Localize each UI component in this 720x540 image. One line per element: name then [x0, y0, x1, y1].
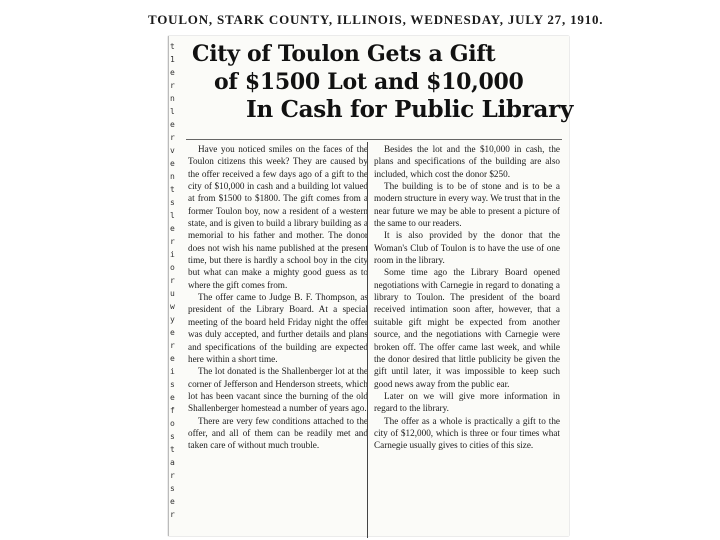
- edge-mark: r: [170, 471, 175, 480]
- newspaper-dateline: TOULON, STARK COUNTY, ILLINOIS, WEDNESDAY, JULY 27, 1910.: [148, 12, 604, 27]
- edge-mark: o: [170, 263, 175, 272]
- edge-mark: i: [170, 250, 175, 259]
- edge-mark: t: [170, 185, 175, 194]
- article-column-right: [374, 143, 560, 452]
- headline-line-1: City of Toulon Gets a Gift: [192, 41, 496, 67]
- edge-mark: e: [170, 159, 175, 168]
- edge-mark: 1: [170, 55, 175, 64]
- paragraph: Later on we will give more information in regard to the library.: [374, 390, 560, 414]
- edge-mark: r: [170, 341, 175, 350]
- edge-mark: l: [170, 107, 175, 116]
- article-column-left: [188, 143, 368, 452]
- edge-mark: e: [170, 497, 175, 506]
- edge-mark: r: [170, 237, 175, 246]
- paragraph: Some time ago the Library Board opened negotiations with Carnegie in regard to donating a library to Toulon. The president of the board received intimation soon after, however, that a suitable gift might be expected from another source, and the negotiations with Carnegie were broken off. The offer came last week, and while the donor desired that little publicity be given the gift until later, it was impossible to keep such good news away from the public ear.: [374, 267, 560, 389]
- clipping-edge-marks: [170, 40, 182, 530]
- headline-line-3: In Cash for Public Library: [246, 96, 574, 123]
- edge-mark: s: [170, 432, 175, 441]
- edge-mark: s: [170, 380, 175, 389]
- edge-mark: e: [170, 328, 175, 337]
- edge-mark: a: [170, 458, 175, 467]
- edge-mark: e: [170, 354, 175, 363]
- edge-mark: u: [170, 289, 175, 298]
- edge-mark: v: [170, 146, 175, 155]
- edge-mark: s: [170, 484, 175, 493]
- edge-mark: t: [170, 445, 175, 454]
- paragraph: The building is to be of stone and is to be a modern structure in every way. We trust that in the near future we may be able to present a picture of the same to our readers.: [374, 181, 560, 229]
- paragraph: There are very few conditions attached to the offer, and all of them can be readily met and taken care of without much trouble.: [188, 415, 368, 451]
- edge-mark: e: [170, 393, 175, 402]
- headline-line-2: of $1500 Lot and $10,000: [214, 69, 524, 95]
- edge-mark: s: [170, 198, 175, 207]
- paragraph: Have you noticed smiles on the faces of the Toulon citizens this week? They are caused by the offer received a few days ago of a gift to the city of $10,000 in cash and a building lot valued at from $1500 to $1800. The gift comes from a former Toulon boy, now a resident of a western state, and is given to build a library building as a memorial to his father and mother. The donor does not wish his name published at the present time, but there is hardly a school boy in the city but what can make a mighty good guess as to where the gift comes from.: [188, 144, 368, 290]
- edge-mark: n: [170, 172, 175, 181]
- edge-mark: i: [170, 367, 175, 376]
- edge-mark: e: [170, 68, 175, 77]
- paragraph: The lot donated is the Shallenberger lot at the corner of Jefferson and Henderson streets, which lot has been vacant since the burning of the old Shallenberger homestead a number of years ago.: [188, 366, 368, 414]
- edge-mark: o: [170, 419, 175, 428]
- headline-rule: [186, 139, 562, 140]
- paragraph: The offer as a whole is practically a gift to the city of $12,000, which is three or four times what Carnegie usually gives to cities of this size.: [374, 415, 560, 451]
- edge-mark: t: [170, 42, 175, 51]
- paragraph: Besides the lot and the $10,000 in cash, the plans and specifications of the building are also included, which cost the donor $250.: [374, 144, 560, 179]
- edge-mark: r: [170, 133, 175, 142]
- article-headline: [188, 40, 574, 124]
- edge-mark: w: [170, 302, 175, 311]
- edge-mark: r: [170, 81, 175, 90]
- column-divider: [367, 142, 368, 538]
- edge-mark: r: [170, 510, 175, 519]
- edge-mark: y: [170, 315, 175, 324]
- edge-mark: l: [170, 211, 175, 220]
- paragraph: The offer came to Judge B. F. Thompson, as president of the Library Board. At a special meeting of the board held Friday night the offer was duly accepted, and further details and plans and specifications of the building are expected here within a short time.: [188, 292, 368, 364]
- edge-mark: n: [170, 94, 175, 103]
- edge-mark: e: [170, 120, 175, 129]
- edge-mark: r: [170, 276, 175, 285]
- paragraph: It is also provided by the donor that the Woman's Club of Toulon is to have the use of one room in the library.: [374, 230, 560, 266]
- edge-mark: f: [170, 406, 175, 415]
- edge-mark: e: [170, 224, 175, 233]
